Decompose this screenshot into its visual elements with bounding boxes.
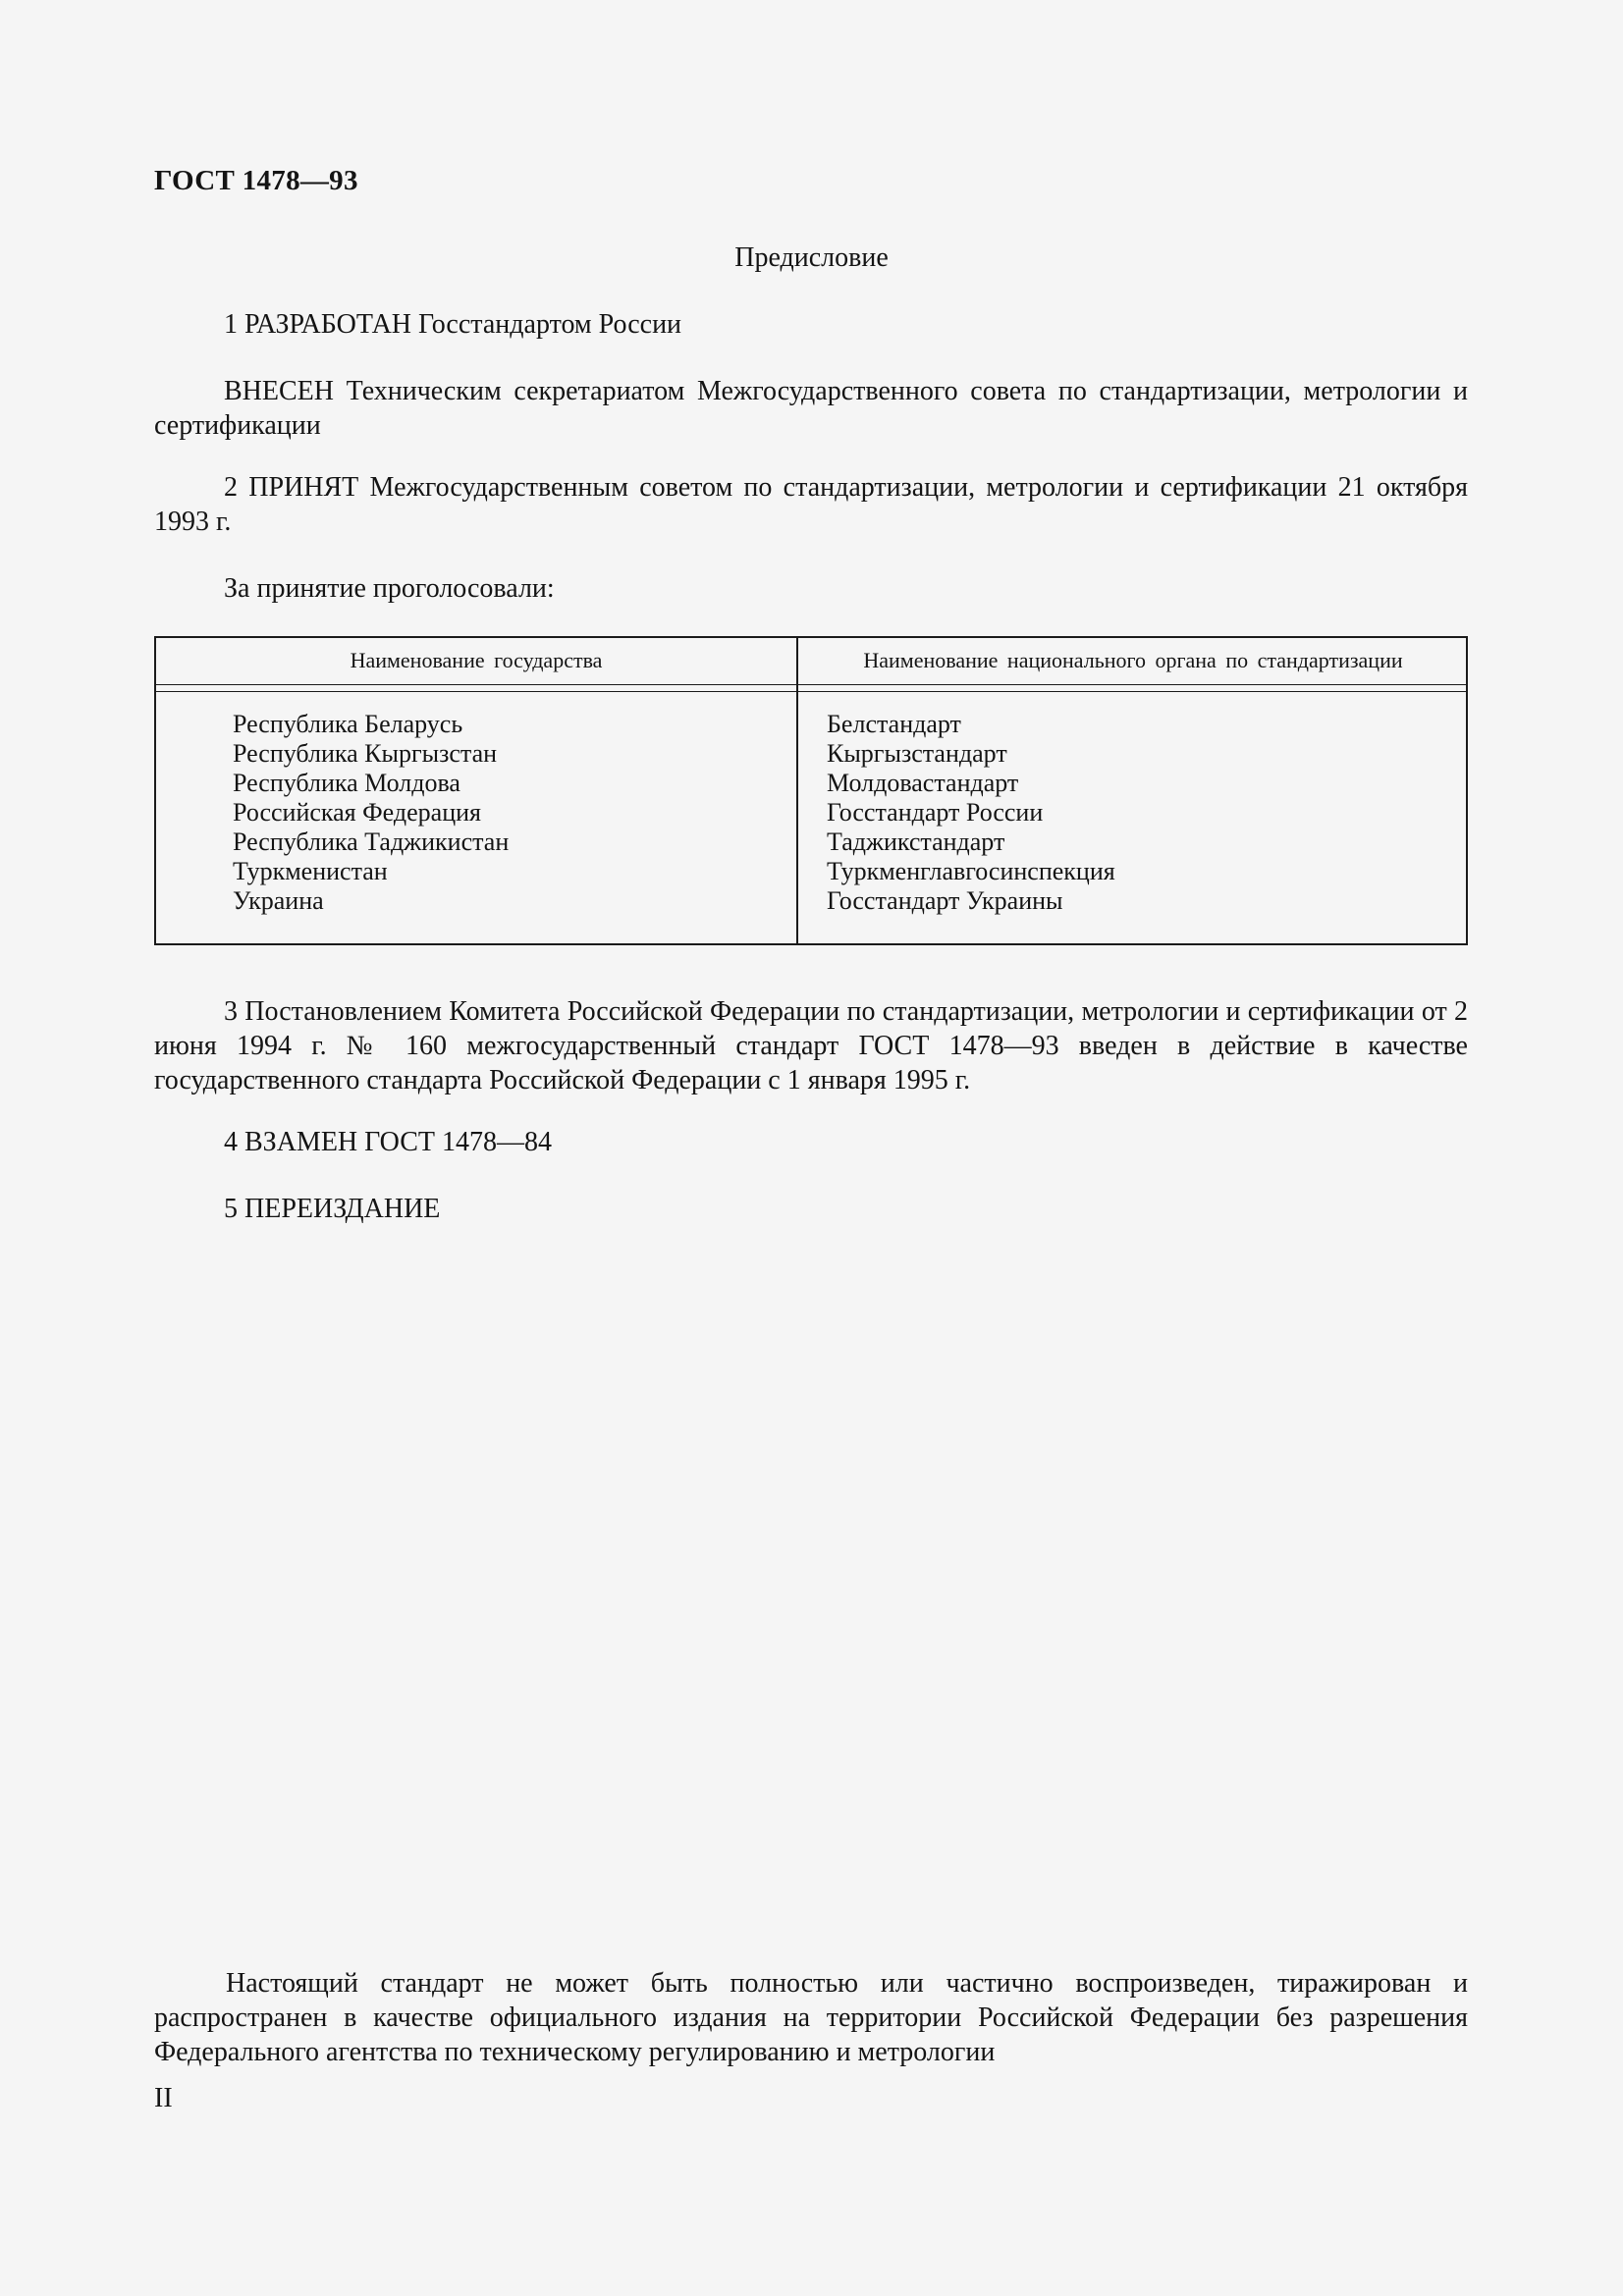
table-row-state: Республика Кыргызстан (233, 739, 498, 768)
page-number: II (154, 2083, 173, 2113)
table-row-state: Республика Таджикистан (233, 828, 510, 856)
preface-item-1: 1 РАЗРАБОТАН Госстандартом России (224, 309, 682, 340)
preface-item-1-submitted: ВНЕСЕН Техническим секретариатом Межгосударственного совета по стандартизации, метрологии и сертификации (154, 376, 1468, 441)
state-list (233, 710, 509, 916)
table-row-state: Республика Беларусь (233, 710, 463, 738)
table-row-standards-body: Туркменглавгосинспекция (827, 857, 1115, 885)
table-row-standards-body: Молдовастандарт (827, 769, 1019, 797)
preface-title: Предисловие (734, 242, 889, 273)
table-header-state: Наименование государства (350, 648, 603, 672)
table-row-state: Российская Федерация (233, 798, 481, 827)
table-row-standards-body: Госстандарт Украины (827, 886, 1063, 915)
preface-item-5: 5 ПЕРЕИЗДАНИЕ (224, 1194, 441, 1224)
document-code: ГОСТ 1478—93 (154, 165, 358, 196)
table-row-state: Республика Молдова (233, 769, 460, 797)
preface-item-3: 3 Постановлением Комитета Российской Федерации по стандартизации, метрологии и сертификации от 2 июня 1994 г. № 160 межгосударственный стандарт ГОСТ 1478—93 введен в действие в качестве государственного стандарта Российской Федерации с 1 января 1995 г. (154, 996, 1468, 1095)
table-header-rule (156, 684, 1466, 685)
standards-body-list (827, 710, 1115, 916)
table-row-standards-body: Белстандарт (827, 710, 961, 738)
table-row-standards-body: Таджикстандарт (827, 828, 1005, 856)
table-row-standards-body: Кыргызстандарт (827, 739, 1007, 768)
preface-item-4: 4 ВЗАМЕН ГОСТ 1478—84 (224, 1127, 552, 1157)
table-header-standards-body: Наименование национального органа по стандартизации (863, 648, 1403, 672)
table-row-state: Туркменистан (233, 857, 388, 885)
voted-intro: За принятие проголосовали: (224, 573, 555, 604)
table-row-state: Украина (233, 886, 324, 915)
table-header-rule (156, 691, 1466, 692)
copyright-notice: Настоящий стандарт не может быть полностью или частично воспроизведен, тиражирован и распространен в качестве официального издания на территории Российской Федерации без разрешения Федерального агентства по техническому регулированию и метрологии (154, 1968, 1468, 2067)
preface-item-2: 2 ПРИНЯТ Межгосударственным советом по стандартизации, метрологии и сертификации 21 октября 1993 г. (154, 472, 1468, 537)
voting-table (154, 636, 1468, 945)
table-row-standards-body: Госстандарт России (827, 798, 1044, 827)
